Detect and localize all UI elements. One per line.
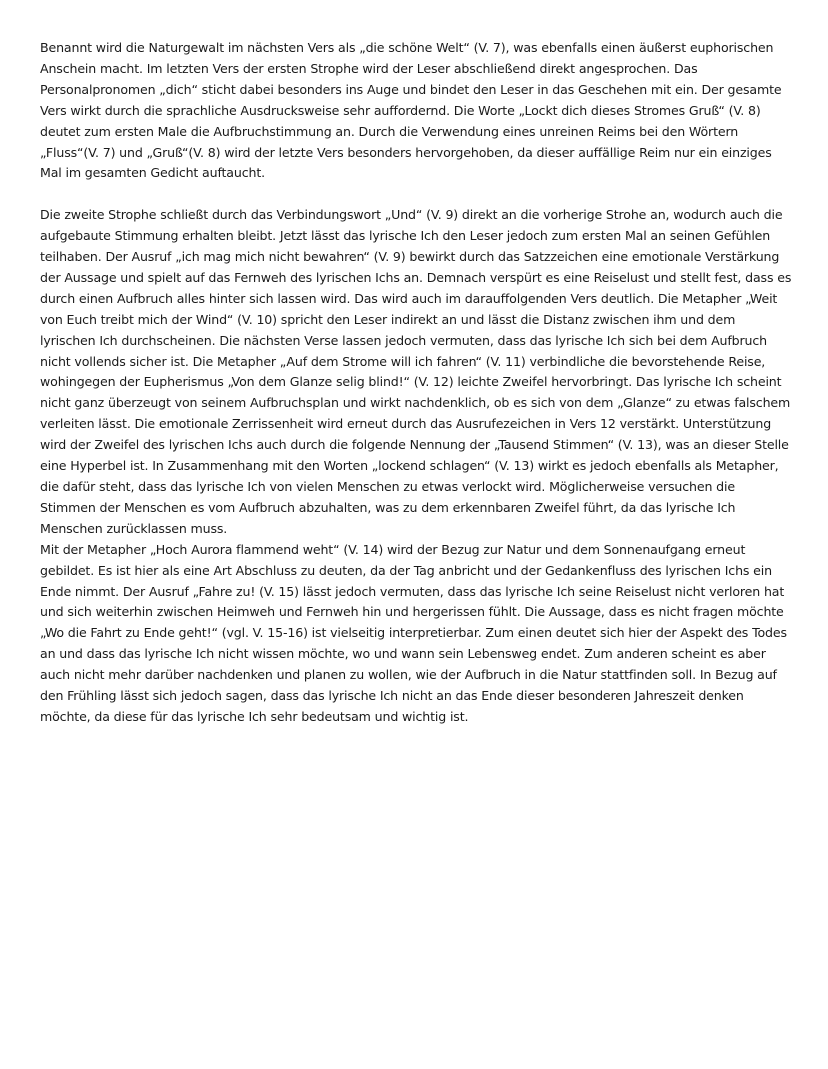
paragraph-3: Mit der Metapher „Hoch Aurora flammend weht“ (V. 14) wird der Bezug zur Natur und dem Sonnenaufgang erneut gebildet. Es ist hier als eine Art Abschluss zu deuten, da der Tag anbricht und der Gedankenfluss des lyrischen Ichs ein Ende nimmt. Der Ausruf „Fahre zu! (V. 15) lässt jedoch vermuten, dass das lyrische Ich seine Reiselust nicht verloren hat und sich weiterhin zwischen Heimweh und Fernweh hin und hergerissen fühlt. Die Aussage, dass es nicht fragen möchte „Wo die Fahrt zu Ende geht!“ (vgl. V. 15-16) ist vielseitig interpretierbar. Zum einen deutet sich hier der Aspekt des Todes an und dass das lyrische Ich nicht wissen möchte, wo und wann sein Lebensweg endet. Zum anderen scheint es aber auch nicht mehr darüber nachdenken und planen zu wollen, wie der Aufbruch in die Natur stattfinden soll. In Bezug auf den Frühling lässt sich jedoch sagen, dass das lyrische Ich nicht an das Ende dieser besonderen Jahreszeit denken möchte, da diese für das lyrische Ich sehr bedeutsam und wichtig ist. — [40, 541, 787, 724]
paragraph-1: Benannt wird die Naturgewalt im nächsten Vers als „die schöne Welt“ (V. 7), was ebenfalls einen äußerst euphorischen Anschein macht. Im letzten Vers der ersten Strophe wird der Leser abschließend direkt angesprochen. Das Personalpronomen „dich“ sticht dabei besonders ins Auge und bindet den Leser in das Geschehen mit ein. Der gesamte Vers wirkt durch die sprachliche Ausdrucksweise sehr auffordernd. Die Worte „Lockt dich dieses Stromes Gruß“ (V. 8) deutet zum ersten Male die Aufbruchstimmung an. Durch die Verwendung eines unreinen Reims bei den Wörtern „Fluss“(V. 7) und „Gruß“(V. 8) wird der letzte Vers besonders hervorgehoben, da dieser auffällige Reim nur ein einziges Mal im gesamten Gedicht auftaucht. — [40, 40, 782, 181]
document-page — [40, 38, 792, 728]
paragraph-2: Die zweite Strophe schließt durch das Verbindungswort „Und“ (V. 9) direkt an die vorherige Strohe an, wodurch auch die aufgebaute Stimmung erhalten bleibt. Jetzt lässt das lyrische Ich den Leser jedoch zum ersten Mal an seinen Gefühlen teilhaben. Der Ausruf „ich mag mich nicht bewahren“ (V. 9) bewirkt durch das Satzzeichen eine emotionale Verstärkung der Aussage und spielt auf das Fernweh des lyrischen Ichs an. Demnach verspürt es eine Reiselust und stellt fest, dass es durch einen Aufbruch alles hinter sich lassen wird. Das wird auch im darauffolgenden Vers deutlich. Die Metapher „Weit von Euch treibt mich der Wind“ (V. 10) spricht den Leser indirekt an und lässt die Distanz zwischen ihm und dem lyrischen Ich durchscheinen. Die nächsten Verse lassen jedoch vermuten, dass das lyrische Ich sich bei dem Aufbruch nicht vollends sicher ist. Die Metapher „Auf dem Strome will ich fahren“ (V. 11) verbindliche die bevorstehende Reise, wohingegen der Eupherismus „Von dem Glanze selig blind!“ (V. 12) leichte Zweifel hervorbringt. Das lyrische Ich scheint nicht ganz überzeugt von seinem Aufbruchsplan und wirkt nachdenklich, ob es sich von dem „Glanze“ zu etwas falschem verleiten lässt. Die emotionale Zerrissenheit wird erneut durch das Ausrufezeichen in Vers 12 verstärkt. Unterstützung wird der Zweifel des lyrischen Ichs auch durch die folgende Nennung der „Tausend Stimmen“ (V. 13), was an dieser Stelle eine Hyperbel ist. In Zusammenhang mit den Worten „lockend schlagen“ (V. 13) wirkt es jedoch ebenfalls als Metapher, die dafür steht, dass das lyrische Ich von vielen Menschen zu etwas verlockt wird. Möglicherweise versuchen die Stimmen der Menschen es vom Aufbruch abzuhalten, was zu dem erkennbaren Zweifel führt, da das lyrische Ich Menschen zurücklassen muss. — [40, 207, 792, 536]
